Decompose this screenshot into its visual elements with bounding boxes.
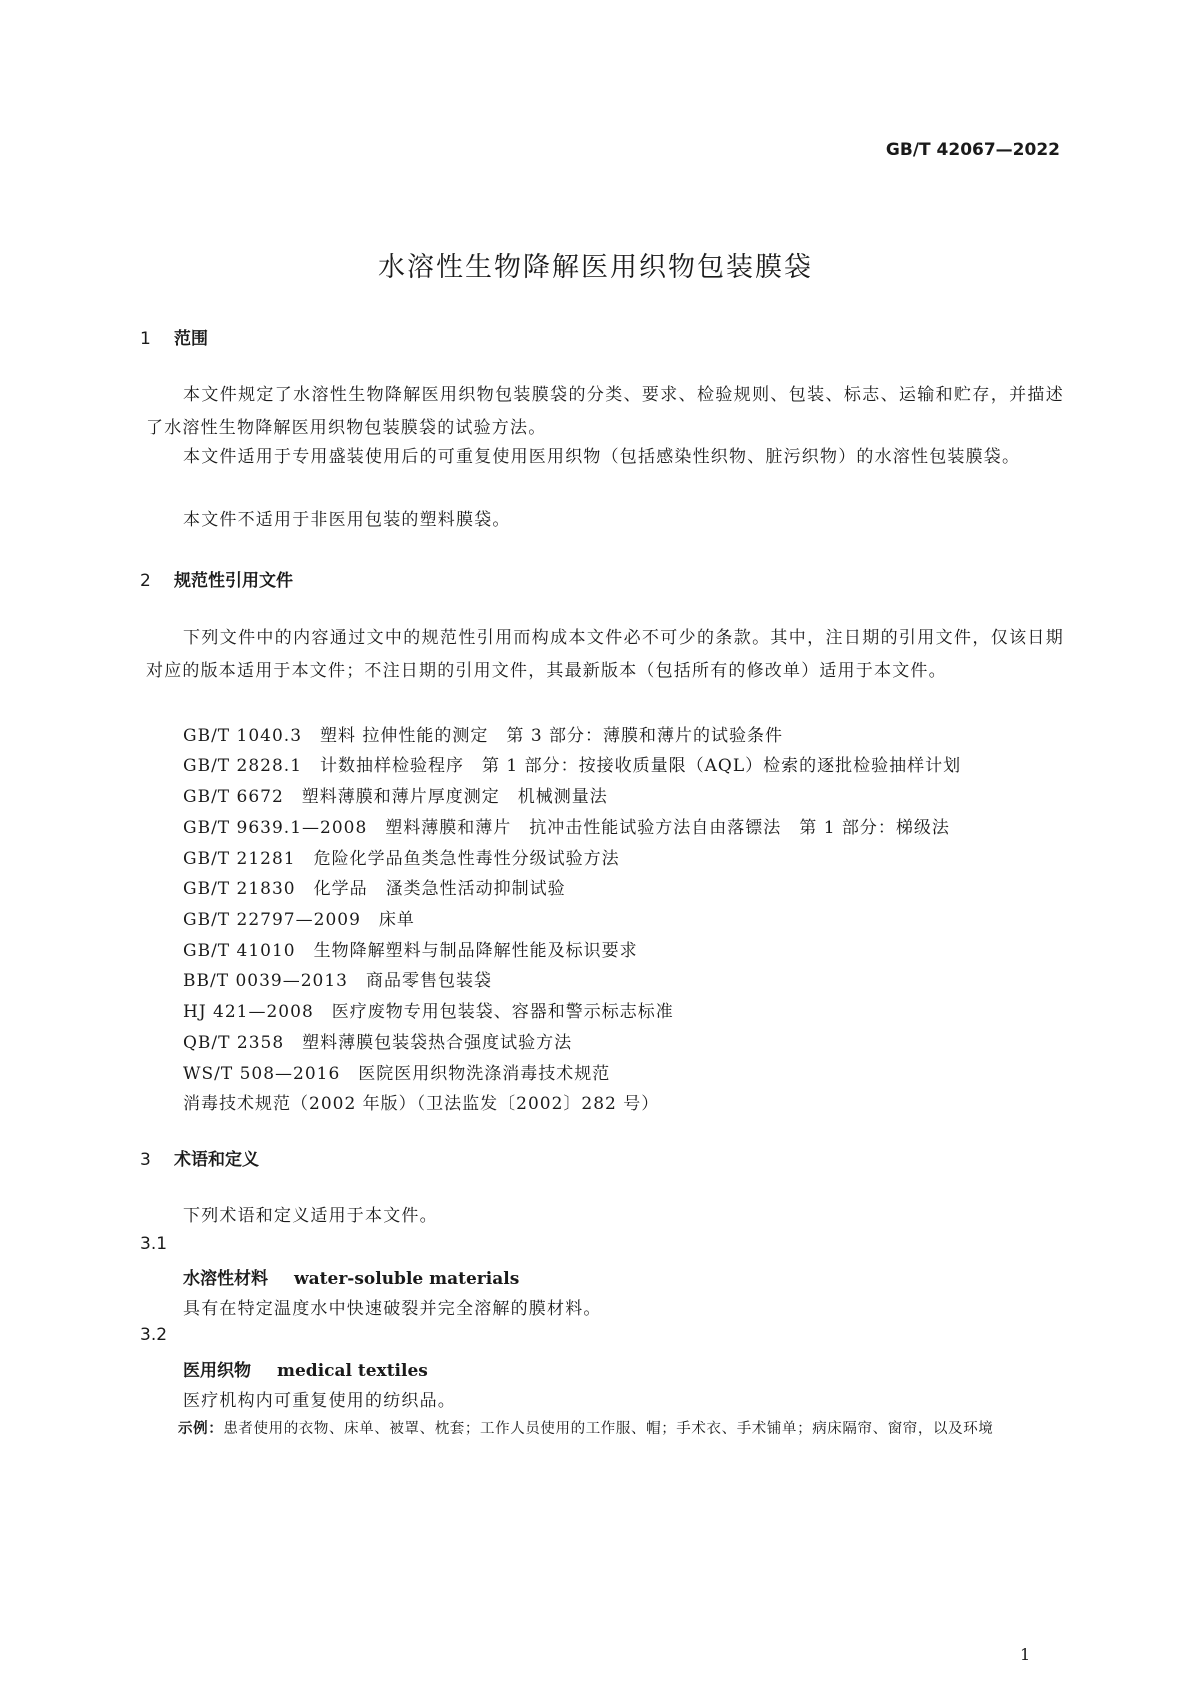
section-title: 范围: [174, 329, 208, 349]
reference-item: GB/T 2828.1 计数抽样检验程序 第 1 部分：按接收质量限（AQL）检索的逐批检验抽样计划: [183, 756, 962, 776]
section-heading-terms: [140, 1145, 259, 1170]
paragraph: 本文件规定了水溶性生物降解医用织物包装膜袋的分类、要求、检验规则、包装、标志、运输和贮存，并描述了水溶性生物降解医用织物包装膜袋的试验方法。: [146, 385, 1064, 438]
section-title: 规范性引用文件: [174, 571, 293, 591]
terms-intro: 下列术语和定义适用于本文件。: [183, 1206, 438, 1226]
section-title: 术语和定义: [174, 1150, 259, 1170]
standard-code: GB/T 42067—2022: [885, 140, 1060, 160]
section-heading-scope: [140, 324, 208, 349]
term-en: water-soluble materials: [294, 1269, 520, 1289]
term-zh: 医用织物: [183, 1361, 251, 1381]
reference-item: GB/T 1040.3 塑料 拉伸性能的测定 第 3 部分：薄膜和薄片的试验条件: [183, 726, 784, 746]
reference-item: GB/T 6672 塑料薄膜和薄片厚度测定 机械测量法: [183, 787, 608, 807]
term-definition: 医疗机构内可重复使用的纺织品。: [183, 1391, 456, 1411]
reference-item: GB/T 22797—2009 床单: [183, 910, 415, 930]
section-number: 2: [140, 571, 151, 591]
term-number: 3.1: [140, 1234, 168, 1254]
paragraph: 本文件不适用于非医用包装的塑料膜袋。: [183, 510, 511, 530]
example-label: 示例：: [178, 1421, 224, 1437]
example-text: 患者使用的衣物、床单、被罩、枕套；工作人员使用的工作服、帽；手术衣、手术铺单；病床隔帘、窗帘，以及环境: [223, 1421, 994, 1437]
section-number: 1: [140, 329, 151, 349]
term-title: [183, 1356, 428, 1381]
paragraph: 本文件适用于专用盛装使用后的可重复使用医用织物（包括感染性织物、脏污织物）的水溶性包装膜袋。: [183, 447, 1021, 467]
page-number: 1: [1020, 1645, 1031, 1664]
reference-item: HJ 421—2008 医疗废物专用包装袋、容器和警示标志标准: [183, 1002, 674, 1022]
reference-item: GB/T 21281 危险化学品鱼类急性毒性分级试验方法: [183, 849, 620, 869]
term-en: medical textiles: [277, 1361, 428, 1381]
term-title: [183, 1264, 519, 1289]
reference-item: WS/T 508—2016 医院医用织物洗涤消毒技术规范: [183, 1064, 611, 1084]
reference-item: GB/T 41010 生物降解塑料与制品降解性能及标识要求: [183, 941, 638, 961]
section-heading-normative-references: [140, 566, 293, 591]
term-zh: 水溶性材料: [183, 1269, 268, 1289]
term-example: [178, 1417, 993, 1438]
paragraph: 下列文件中的内容通过文中的规范性引用而构成本文件必不可少的条款。其中，注日期的引用文件，仅该日期对应的版本适用于本文件；不注日期的引用文件，其最新版本（包括所有的修改单）适用于本文件。: [146, 628, 1064, 681]
section-number: 3: [140, 1150, 151, 1170]
document-title: 水溶性生物降解医用织物包装膜袋: [378, 252, 813, 283]
term-definition: 具有在特定温度水中快速破裂并完全溶解的膜材料。: [183, 1299, 602, 1319]
reference-item: GB/T 9639.1—2008 塑料薄膜和薄片 抗冲击性能试验方法自由落镖法 第 1 部分：梯级法: [183, 818, 950, 838]
term-number: 3.2: [140, 1325, 168, 1345]
reference-item: BB/T 0039—2013 商品零售包装袋: [183, 971, 492, 991]
reference-item: QB/T 2358 塑料薄膜包装袋热合强度试验方法: [183, 1033, 573, 1053]
reference-item: GB/T 21830 化学品 溞类急性活动抑制试验: [183, 879, 566, 899]
reference-item: 消毒技术规范（2002 年版）（卫法监发〔2002〕282 号）: [183, 1094, 660, 1114]
